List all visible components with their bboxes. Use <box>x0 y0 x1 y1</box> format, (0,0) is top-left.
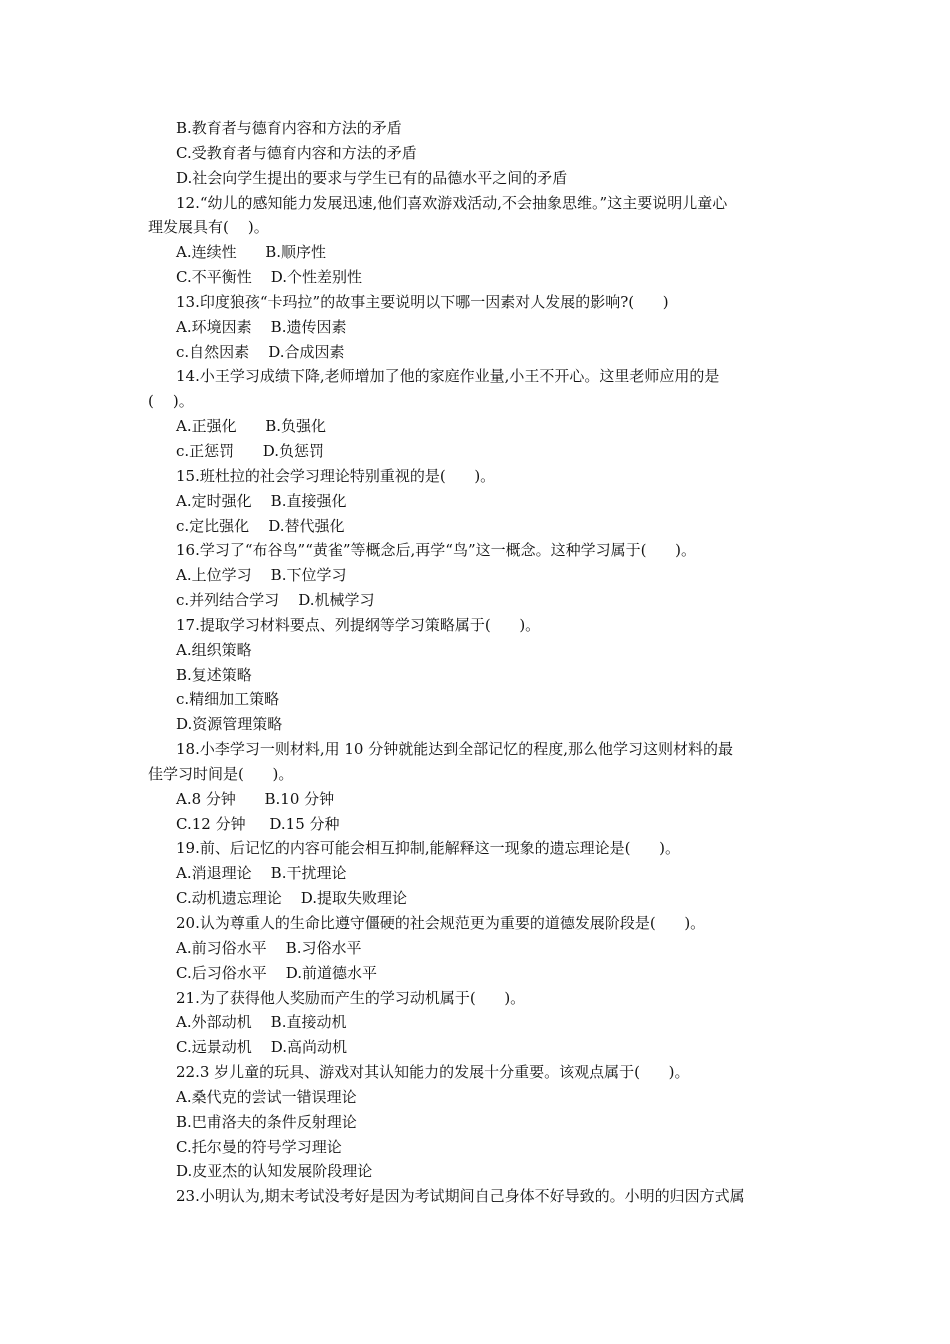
option-line: c.精细加工策略 <box>176 690 280 709</box>
option-line: A.定时强化 B.直接强化 <box>176 491 347 510</box>
question-line: 19.前、后记忆的内容可能会相互抑制,能解释这一现象的遗忘理论是( )。 <box>176 839 680 858</box>
question-line: 22.3 岁儿童的玩具、游戏对其认知能力的发展十分重要。该观点属于( )。 <box>176 1063 690 1082</box>
question-line: 16.学习了“布谷鸟”“黄雀”等概念后,再学“鸟”这一概念。这种学习属于( )。 <box>176 541 696 560</box>
option-line: c.自然因素 D.合成因素 <box>176 342 345 361</box>
question-line: 14.小王学习成绩下降,老师增加了他的家庭作业量,小王不开心。这里老师应用的是 <box>176 367 720 386</box>
option-line: C.受教育者与德育内容和方法的矛盾 <box>176 143 417 162</box>
option-line: C.远景动机 D.高尚动机 <box>176 1038 348 1057</box>
option-line: C.不平衡性 D.个性差别性 <box>176 268 363 287</box>
question-line: 13.印度狼孩“卡玛拉”的故事主要说明以下哪一因素对人发展的影响?( ) <box>176 292 669 311</box>
option-line: A.外部动机 B.直接动机 <box>176 1013 347 1032</box>
option-line: A.环境因素 B.遗传因素 <box>176 317 347 336</box>
question-line: 23.小明认为,期末考试没考好是因为考试期间自己身体不好导致的。小明的归因方式属 <box>176 1187 745 1206</box>
option-line: B.教育者与德育内容和方法的矛盾 <box>176 119 402 137</box>
question-line: 12.“幼儿的感知能力发展迅速,他们喜欢游戏活动,不会抽象思维。”这主要说明儿童心 <box>176 193 728 212</box>
question-line: 20.认为尊重人的生命比遵守僵硬的社会规范更为重要的道德发展阶段是( )。 <box>176 914 706 932</box>
option-line: A.消退理论 B.干扰理论 <box>176 864 347 883</box>
question-line: 21.为了获得他人奖励而产生的学习动机属于( )。 <box>176 988 526 1007</box>
option-line: C.后习俗水平 D.前道德水平 <box>176 963 378 982</box>
option-line: A.前习俗水平 B.习俗水平 <box>176 938 362 957</box>
option-line: A.上位学习 B.下位学习 <box>176 566 347 585</box>
question-continuation-line: 理发展具有( )。 <box>148 218 269 237</box>
question-line: 15.班杜拉的社会学习理论特别重视的是( )。 <box>176 466 496 485</box>
question-line: 17.提取学习材料要点、列提纲等学习策略属于( )。 <box>176 615 541 634</box>
option-line: c.并列结合学习 D.机械学习 <box>176 591 375 610</box>
question-line: 18.小李学习一则材料,用 10 分钟就能达到全部记忆的程度,那么他学习这则材料的最 <box>176 740 734 759</box>
option-line: A.连续性 B.顺序性 <box>176 243 327 262</box>
option-line: B.复述策略 <box>176 665 252 684</box>
option-line: C.动机遗忘理论 D.提取失败理论 <box>176 889 408 908</box>
option-line: A.正强化 B.负强化 <box>176 417 327 436</box>
option-line: D.社会向学生提出的要求与学生已有的品德水平之间的矛盾 <box>176 168 568 187</box>
option-line: A.8 分钟 B.10 分钟 <box>176 789 335 808</box>
option-line: C.托尔曼的符号学习理论 <box>176 1137 342 1156</box>
option-line: B.巴甫洛夫的条件反射理论 <box>176 1112 357 1131</box>
option-line: D.资源管理策略 <box>176 715 283 734</box>
option-line: D.皮亚杰的认知发展阶段理论 <box>176 1162 373 1181</box>
exam-question-text <box>148 116 808 1209</box>
question-continuation-line: 佳学习时间是( )。 <box>148 764 294 783</box>
option-line: A.桑代克的尝试一错误理论 <box>176 1087 357 1106</box>
option-line: c.定比强化 D.替代强化 <box>176 516 345 535</box>
question-continuation-line: ( )。 <box>148 392 194 411</box>
option-line: A.组织策略 <box>176 640 252 659</box>
option-line: C.12 分钟 D.15 分种 <box>176 814 340 833</box>
option-line: c.正惩罚 D.负惩罚 <box>176 441 325 460</box>
